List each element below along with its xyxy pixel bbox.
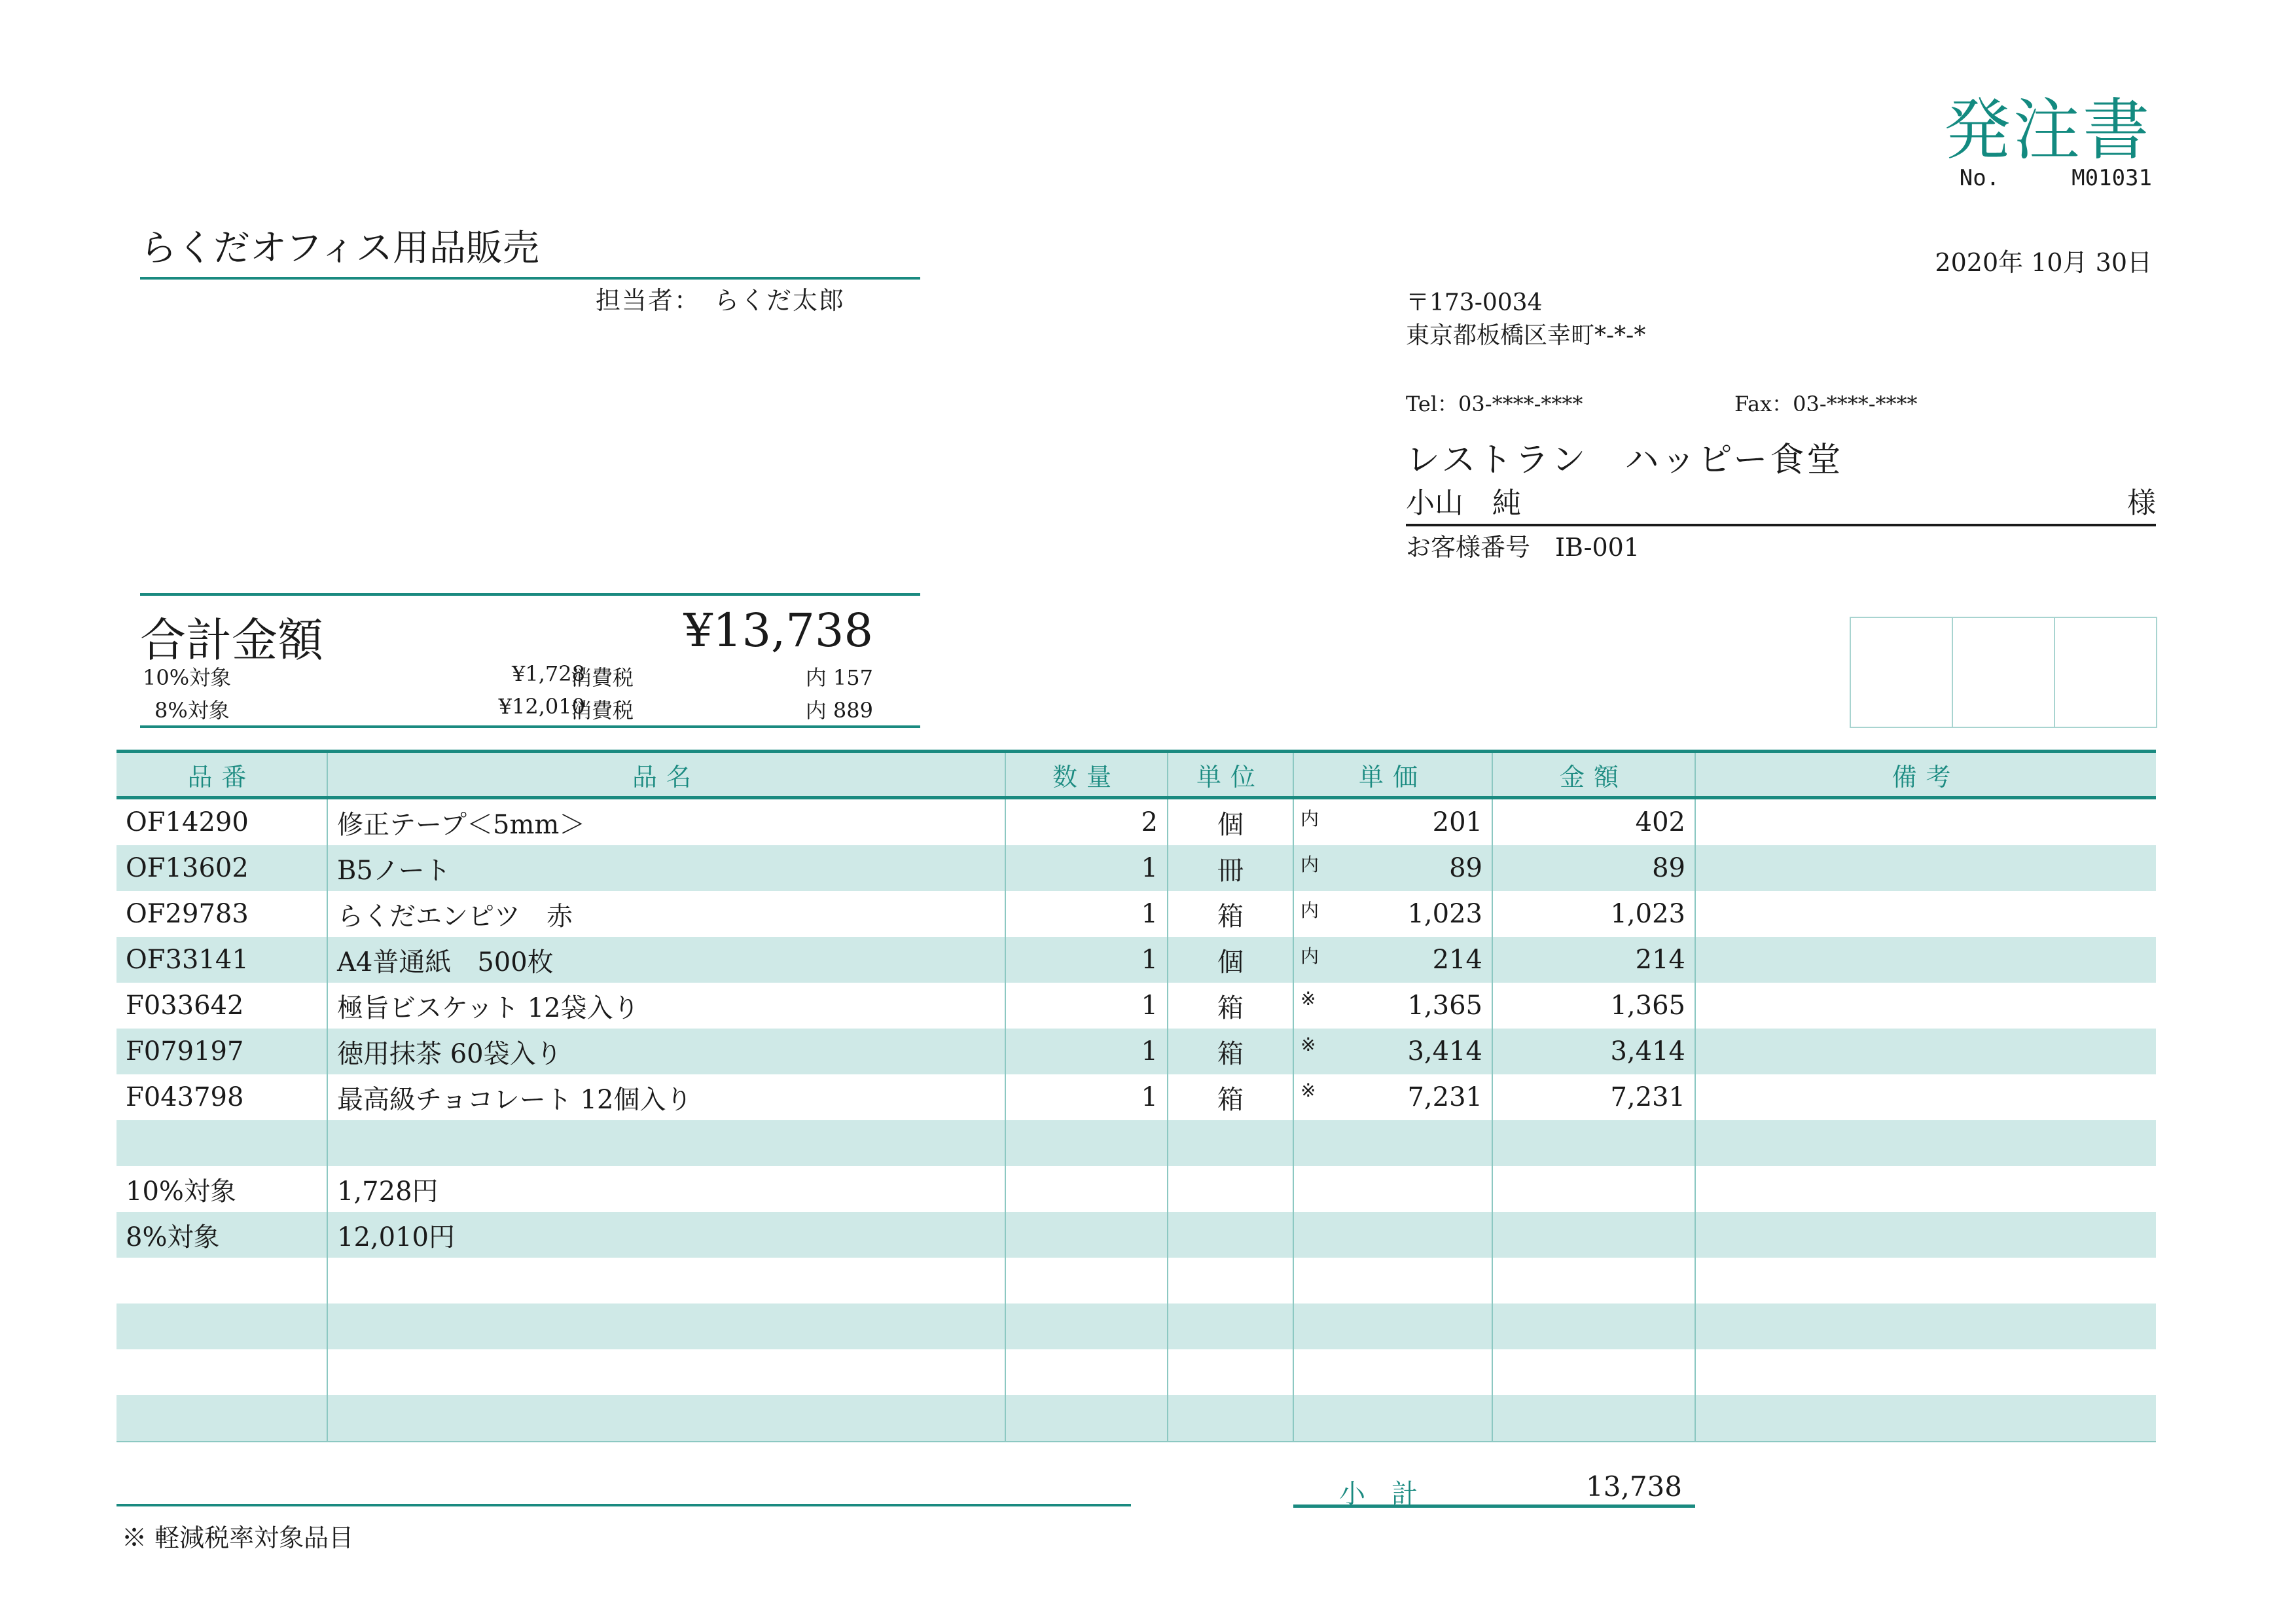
cell-code: OF13602 <box>117 845 327 891</box>
header-name: 品名 <box>327 752 1005 798</box>
customer-number: お客様番号 IB-001 <box>1406 533 1640 562</box>
cell-amount <box>1492 1304 1695 1349</box>
cell-note <box>1695 1304 2156 1349</box>
cell-tax-mark: ※ <box>1300 1080 1316 1101</box>
cell-note <box>1695 891 2156 937</box>
cell-code: OF29783 <box>117 891 327 937</box>
cell-amount <box>1492 1212 1695 1258</box>
cell-tax-mark: ※ <box>1300 988 1316 1010</box>
total-8-amount: ¥12,010 <box>498 694 585 719</box>
cell-price-value: 1,023 <box>1407 899 1482 929</box>
cell-price-value: 89 <box>1449 853 1482 883</box>
cell-code <box>117 1120 327 1166</box>
cell-price <box>1293 1166 1492 1212</box>
cell-amount: 402 <box>1492 798 1695 846</box>
document-number-label: No. <box>1959 165 2000 191</box>
table-row <box>117 1029 2156 1074</box>
cell-qty <box>1005 1304 1168 1349</box>
cell-code: OF14290 <box>117 798 327 846</box>
cell-unit: 箱 <box>1168 983 1293 1029</box>
cell-unit: 箱 <box>1168 891 1293 937</box>
total-10-tax-label: 消費税 <box>571 665 634 690</box>
cell-price-value: 1,365 <box>1407 991 1482 1021</box>
cell-note <box>1695 983 2156 1029</box>
table-row <box>117 1349 2156 1395</box>
subtotal-label: 小計 <box>1339 1479 1444 1509</box>
table-row <box>117 1258 2156 1304</box>
items-table <box>117 750 2156 1442</box>
approval-stamp-boxes <box>1850 617 2157 728</box>
cell-unit <box>1168 1120 1293 1166</box>
cell-name: 1,728円 <box>327 1166 1005 1212</box>
cell-qty <box>1005 1258 1168 1304</box>
cell-unit <box>1168 1258 1293 1304</box>
customer-name: レストラン ハッピー食堂 <box>1406 441 1844 480</box>
cell-tax-mark: 内 <box>1300 945 1319 967</box>
cell-note <box>1695 1029 2156 1074</box>
cell-price-value: 214 <box>1432 945 1482 975</box>
customer-postal: 〒173-0034 <box>1406 289 1543 316</box>
cell-price <box>1293 983 1492 1029</box>
customer-address: 東京都板橋区幸町*-*-* <box>1406 322 1646 349</box>
cell-name <box>327 1395 1005 1442</box>
cell-unit <box>1168 1395 1293 1442</box>
document-number-value: M01031 <box>2072 165 2152 191</box>
cell-code: F033642 <box>117 983 327 1029</box>
subtotal-left-rule <box>117 1504 1131 1506</box>
cell-tax-mark: 内 <box>1300 808 1319 830</box>
cell-code: F079197 <box>117 1029 327 1074</box>
total-summary <box>140 593 920 728</box>
table-row <box>117 1074 2156 1120</box>
table-row <box>117 1304 2156 1349</box>
stamp-box <box>1953 618 2055 727</box>
cell-unit: 冊 <box>1168 845 1293 891</box>
cell-amount <box>1492 1120 1695 1166</box>
stamp-box <box>2055 618 2156 727</box>
cell-qty: 1 <box>1005 845 1168 891</box>
cell-amount: 214 <box>1492 937 1695 983</box>
table-row <box>117 891 2156 937</box>
cell-qty: 1 <box>1005 1074 1168 1120</box>
cell-amount: 7,231 <box>1492 1074 1695 1120</box>
cell-price <box>1293 1304 1492 1349</box>
cell-name: 修正テープ＜5mm＞ <box>327 798 1005 846</box>
table-row <box>117 1212 2156 1258</box>
table-row <box>117 1120 2156 1166</box>
cell-unit: 個 <box>1168 937 1293 983</box>
header-code: 品番 <box>117 752 327 798</box>
cell-amount: 89 <box>1492 845 1695 891</box>
cell-code: 8%対象 <box>117 1212 327 1258</box>
cell-qty: 1 <box>1005 983 1168 1029</box>
total-10-amount: ¥1,728 <box>512 661 585 686</box>
cell-tax-mark: ※ <box>1300 1034 1316 1055</box>
subtotal <box>1293 1470 1695 1508</box>
table-row <box>117 845 2156 891</box>
cell-price <box>1293 1258 1492 1304</box>
cell-qty <box>1005 1212 1168 1258</box>
cell-note <box>1695 798 2156 846</box>
cell-unit <box>1168 1349 1293 1395</box>
total-label: 合計金額 <box>140 613 323 667</box>
cell-price-value: 3,414 <box>1407 1036 1482 1067</box>
customer-honorific: 様 <box>2127 486 2156 520</box>
cell-name: 12,010円 <box>327 1212 1005 1258</box>
cell-unit <box>1168 1212 1293 1258</box>
cell-qty <box>1005 1349 1168 1395</box>
header-note: 備考 <box>1695 752 2156 798</box>
header-amount: 金額 <box>1492 752 1695 798</box>
cell-amount <box>1492 1395 1695 1442</box>
table-row <box>117 1395 2156 1442</box>
vendor-staff: 担当者： らくだ太郎 <box>596 286 846 315</box>
cell-price <box>1293 1029 1492 1074</box>
customer-fax: Fax：03-****-**** <box>1734 392 1918 416</box>
cell-tax-mark: 内 <box>1300 854 1319 875</box>
subtotal-value: 13,738 <box>1586 1470 1682 1503</box>
cell-amount <box>1492 1349 1695 1395</box>
cell-price <box>1293 845 1492 891</box>
cell-unit: 箱 <box>1168 1074 1293 1120</box>
cell-unit <box>1168 1304 1293 1349</box>
cell-note <box>1695 1166 2156 1212</box>
total-amount: ¥13,738 <box>683 604 873 657</box>
issue-date: 2020年 10月 30日 <box>1935 248 2152 277</box>
cell-amount <box>1492 1258 1695 1304</box>
cell-unit: 箱 <box>1168 1029 1293 1074</box>
cell-qty <box>1005 1166 1168 1212</box>
cell-name: らくだエンピツ 赤 <box>327 891 1005 937</box>
total-8-tax-label: 消費税 <box>571 698 634 723</box>
cell-price <box>1293 1395 1492 1442</box>
total-8-target: 8%対象 <box>154 698 230 723</box>
cell-price <box>1293 891 1492 937</box>
cell-qty: 1 <box>1005 1029 1168 1074</box>
header-unit: 単位 <box>1168 752 1293 798</box>
cell-code <box>117 1258 327 1304</box>
cell-unit: 個 <box>1168 798 1293 846</box>
stamp-box <box>1851 618 1953 727</box>
table-row <box>117 1166 2156 1212</box>
cell-name <box>327 1258 1005 1304</box>
cell-note <box>1695 1395 2156 1442</box>
customer-address-block <box>1406 287 1645 352</box>
cell-price-value: 201 <box>1432 807 1482 837</box>
cell-qty: 1 <box>1005 937 1168 983</box>
cell-name: 極旨ビスケット 12袋入り <box>327 983 1005 1029</box>
cell-name <box>327 1304 1005 1349</box>
cell-unit <box>1168 1166 1293 1212</box>
table-header-row <box>117 752 2156 798</box>
cell-code: F043798 <box>117 1074 327 1120</box>
cell-code <box>117 1349 327 1395</box>
cell-code <box>117 1395 327 1442</box>
customer-person-name: 小山 純 <box>1406 486 1521 520</box>
cell-price <box>1293 1349 1492 1395</box>
document-title: 発注書 <box>1944 92 2152 170</box>
header-qty: 数量 <box>1005 752 1168 798</box>
cell-price <box>1293 1212 1492 1258</box>
cell-code: OF33141 <box>117 937 327 983</box>
cell-note <box>1695 1212 2156 1258</box>
cell-name <box>327 1120 1005 1166</box>
total-8-tax: 内 889 <box>805 698 873 723</box>
cell-price-value: 7,231 <box>1407 1082 1482 1112</box>
total-10-tax: 内 157 <box>805 665 873 690</box>
table-row <box>117 798 2156 846</box>
cell-amount <box>1492 1166 1695 1212</box>
customer-person <box>1406 479 2156 526</box>
cell-note <box>1695 1120 2156 1166</box>
cell-code <box>117 1304 327 1349</box>
cell-tax-mark: 内 <box>1300 900 1319 921</box>
table-row <box>117 937 2156 983</box>
cell-note <box>1695 1258 2156 1304</box>
cell-note <box>1695 845 2156 891</box>
cell-price <box>1293 1120 1492 1166</box>
table-row <box>117 983 2156 1029</box>
cell-name: A4普通紙 500枚 <box>327 937 1005 983</box>
cell-name: B5ノート <box>327 845 1005 891</box>
vendor-name: らくだオフィス用品販売 <box>140 219 920 280</box>
cell-qty <box>1005 1120 1168 1166</box>
cell-qty: 1 <box>1005 891 1168 937</box>
header-price: 単価 <box>1293 752 1492 798</box>
reduced-tax-footnote: ※ 軽減税率対象品目 <box>122 1523 354 1552</box>
cell-amount: 3,414 <box>1492 1029 1695 1074</box>
customer-tel: Tel：03-****-**** <box>1406 392 1583 416</box>
document-number <box>1960 165 2152 191</box>
cell-name <box>327 1349 1005 1395</box>
cell-amount: 1,365 <box>1492 983 1695 1029</box>
cell-price <box>1293 798 1492 846</box>
cell-note <box>1695 1074 2156 1120</box>
cell-price <box>1293 1074 1492 1120</box>
cell-code: 10%対象 <box>117 1166 327 1212</box>
cell-price <box>1293 937 1492 983</box>
total-10-target: 10%対象 <box>143 665 232 690</box>
cell-name: 徳用抹茶 60袋入り <box>327 1029 1005 1074</box>
cell-qty <box>1005 1395 1168 1442</box>
cell-amount: 1,023 <box>1492 891 1695 937</box>
cell-note <box>1695 937 2156 983</box>
cell-qty: 2 <box>1005 798 1168 846</box>
cell-note <box>1695 1349 2156 1395</box>
cell-name: 最高級チョコレート 12個入り <box>327 1074 1005 1120</box>
